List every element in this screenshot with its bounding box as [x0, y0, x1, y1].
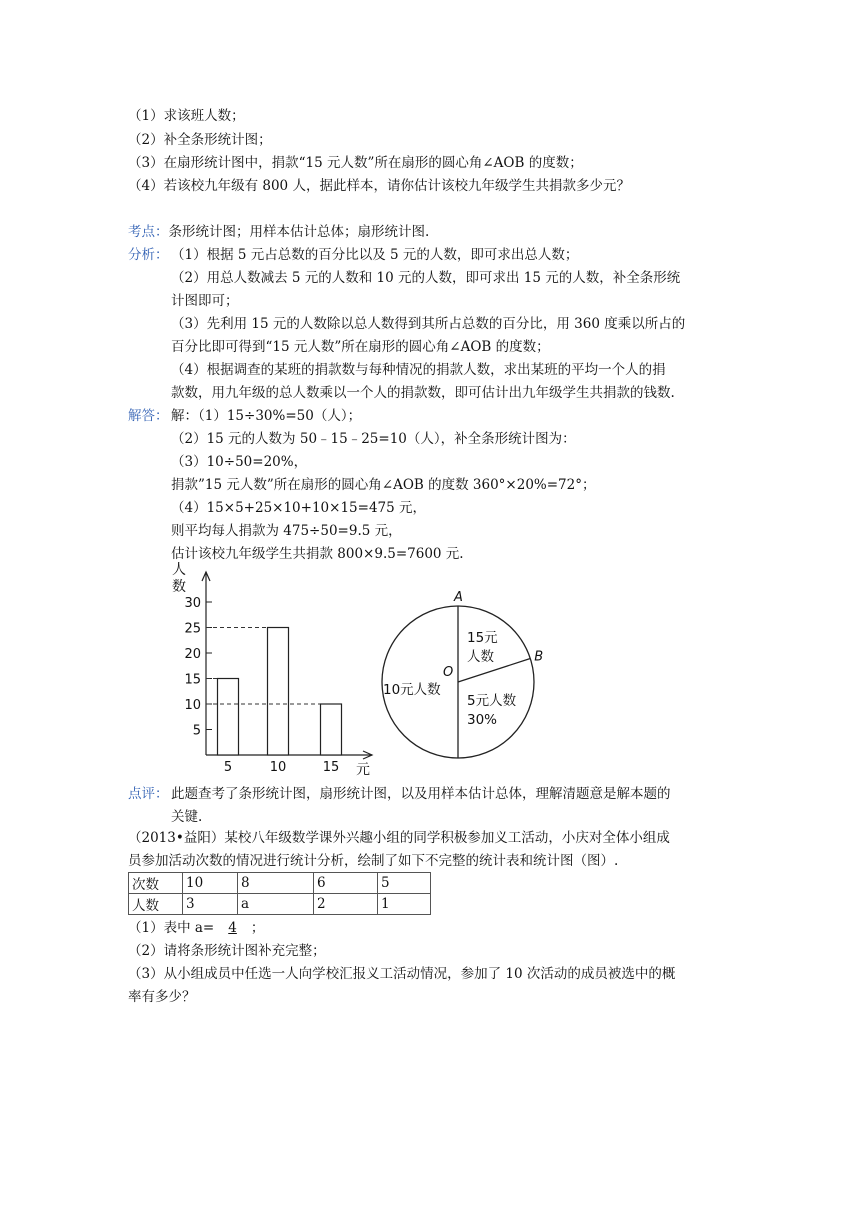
fenxi-line: 计图即可；	[171, 293, 239, 309]
jieda-line: 解：（1）15÷30%=50（人）；	[171, 408, 362, 424]
table-row	[129, 873, 431, 894]
y-tick-label: 30	[184, 596, 201, 611]
table-cell: 3	[183, 894, 238, 915]
y-tick-label: 10	[184, 698, 201, 713]
table-cell: 人数	[129, 894, 183, 915]
question-3: （3）在扇形统计图中，捐款“15 元人数”所在扇形的圆心角∠AOB 的度数；	[128, 155, 583, 171]
table-cell: 10	[183, 873, 238, 894]
point-label-a: A	[454, 590, 463, 605]
fenxi-line: （4）根据调查的某班的捐款数与每种情况的捐款人数，求出某班的平均一个人的捐	[171, 362, 666, 378]
fenxi-label: 分析：	[128, 247, 169, 263]
q1-answer: 4	[228, 920, 237, 936]
jieda-line: （2）15 元的人数为 50﹣15﹣25=10（人），补全条形统计图为：	[171, 431, 576, 447]
y-tick-label: 25	[184, 621, 201, 637]
point-label-o: O	[443, 665, 454, 680]
table-cell: 1	[378, 894, 431, 915]
slice-label: 10元人数	[383, 682, 441, 698]
slice-label: 5元人数	[467, 693, 517, 709]
kaodian-text: 条形统计图；用样本估计总体；扇形统计图.	[168, 224, 430, 240]
question-2: （2）补全条形统计图；	[128, 132, 272, 148]
jieda-line: 则平均每人捐款为 475÷50=9.5 元，	[171, 523, 402, 539]
table-cell: 次数	[129, 873, 183, 894]
problem2-q1	[128, 918, 264, 938]
y-tick-label: 20	[184, 647, 201, 662]
y-tick-label: 5	[192, 723, 201, 739]
bar-chart	[160, 560, 390, 780]
table-cell: 6	[314, 873, 378, 894]
fenxi-line: （2）用总人数减去 5 元的人数和 10 元的人数，即可求出 15 元的人数，补全条形统	[171, 270, 681, 286]
point-label-b: B	[534, 649, 544, 665]
table-cell: 8	[238, 873, 314, 894]
slice-label: 人数	[467, 649, 494, 665]
table-cell: 2	[314, 894, 378, 915]
jieda-line: 估计该校九年级学生共捐款 800×9.5=7600 元.	[171, 546, 464, 562]
kaodian-row	[128, 222, 429, 242]
pie-chart	[370, 588, 560, 774]
x-tick-label: 15	[322, 760, 340, 775]
dianping-line: 关键.	[171, 809, 203, 825]
y-axis-label: 人	[172, 562, 186, 578]
bar	[268, 628, 289, 756]
problem2-intro: 员参加活动次数的情况进行统计分析，绘制了如下不完整的统计表和统计图（图）.	[128, 853, 619, 869]
fenxi-line: （3）先利用 15 元的人数除以总人数得到其所占总数的百分比，用 360 度乘以所占的	[171, 316, 686, 332]
x-tick-label: 5	[223, 760, 233, 775]
x-tick-label: 10	[269, 760, 287, 775]
jieda-label: 解答：	[128, 408, 169, 424]
table-cell: 5	[378, 873, 431, 894]
slice-label: 30%	[467, 712, 498, 728]
x-axis-label: 元	[356, 762, 370, 778]
problem2-q2: （2）请将条形统计图补充完整；	[128, 943, 326, 959]
dianping-label: 点评：	[128, 786, 169, 802]
kaodian-label: 考点：	[128, 224, 169, 240]
question-1: （1）求该班人数；	[128, 108, 245, 124]
jieda-line: （3）10÷50=20%，	[171, 454, 308, 470]
stat-table	[128, 872, 431, 915]
problem2-q3: 率有多少？	[128, 989, 196, 1005]
jieda-line: （4）15×5+25×10+10×15=475 元，	[171, 500, 426, 516]
question-4: （4）若该校九年级有 800 人，据此样本，请你估计该校九年级学生共捐款多少元？	[128, 178, 630, 194]
bar	[321, 704, 342, 755]
table-row	[129, 894, 431, 915]
dianping-line: 此题查考了条形统计图，扇形统计图，以及用样本估计总体，理解清题意是解本题的	[171, 786, 671, 802]
problem2-q3: （3）从小组成员中任选一人向学校汇报义工活动情况，参加了 10 次活动的成员被选中的概	[128, 966, 676, 982]
fenxi-line: （1）根据 5 元占总数的百分比以及 5 元的人数，即可求出总人数；	[171, 247, 579, 263]
y-tick-label: 15	[184, 672, 201, 688]
q1-suffix: ；	[250, 920, 265, 936]
fenxi-line: 百分比即可得到“15 元人数”所在扇形的圆心角∠AOB 的度数；	[171, 339, 550, 355]
fenxi-line: 款数，用九年级的总人数乘以一个人的捐款数，即可估计出九年级学生共捐款的钱数.	[171, 385, 675, 401]
table-cell: a	[238, 894, 314, 915]
jieda-line: 捐款”15 元人数”所在扇形的圆心角∠AOB 的度数 360°×20%=72°；	[171, 477, 596, 493]
bar	[218, 679, 239, 756]
y-axis-label: 数	[172, 579, 186, 595]
q1-prefix: （1）表中 a=	[128, 920, 215, 936]
slice-label: 15元	[467, 630, 498, 646]
problem2-intro: （2013•益阳）某校八年级数学课外兴趣小组的同学积极参加义工活动，小庆对全体小组成	[128, 830, 670, 846]
